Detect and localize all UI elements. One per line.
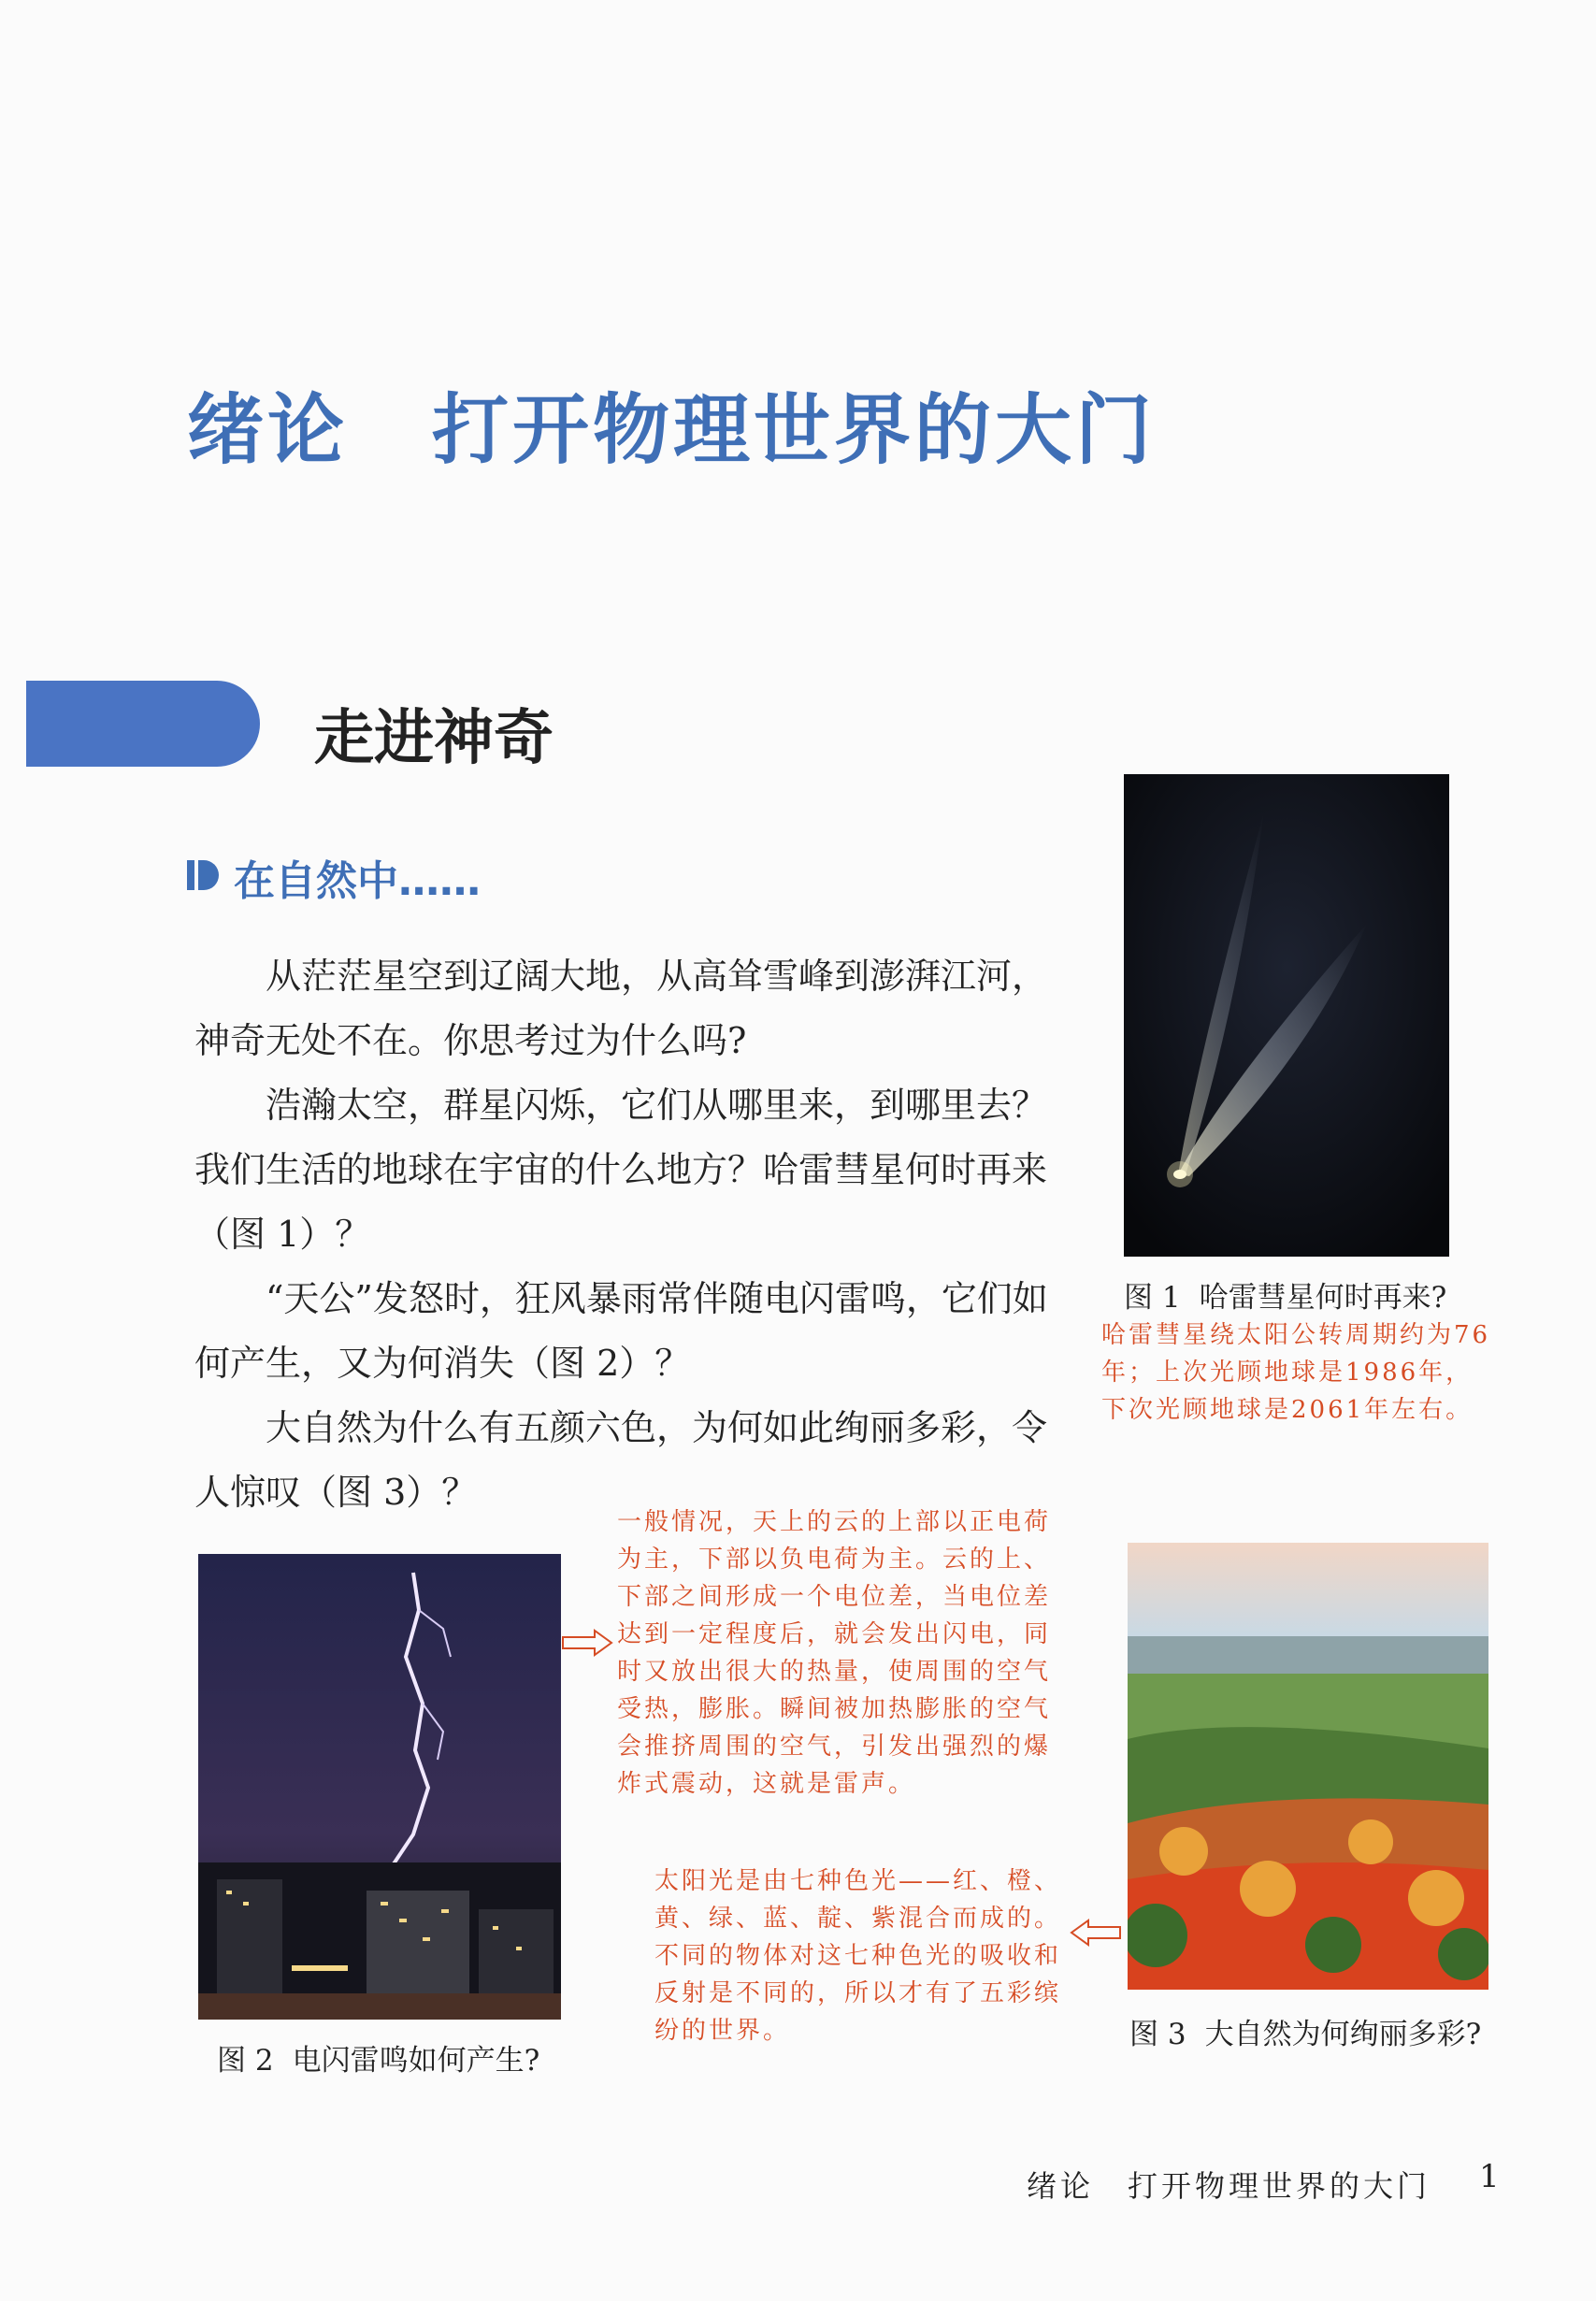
running-footer: 绪论 打开物理世界的大门 bbox=[1027, 2168, 1431, 2204]
figure-1-caption-text: 哈雷彗星何时再来? bbox=[1199, 1281, 1447, 1315]
arrow-right-icon bbox=[561, 1629, 613, 1657]
comet-illustration bbox=[1124, 774, 1449, 1257]
paragraph: “天公”发怒时，狂风暴雨常伴随电闪雷鸣，它们如何产生，又为何消失（图 2）？ bbox=[194, 1278, 1048, 1384]
paragraph: 大自然为什么有五颜六色，为何如此绚丽多彩，令人惊叹（图 3）？ bbox=[194, 1407, 1048, 1513]
figure-1-number: 图 1 bbox=[1124, 1281, 1181, 1315]
subsection-marker-icon bbox=[187, 858, 221, 892]
section-band bbox=[26, 681, 260, 767]
landscape-photo bbox=[1128, 1543, 1488, 1990]
section-title: 走进神奇 bbox=[314, 703, 554, 773]
comet-photo bbox=[1124, 774, 1449, 1257]
figure-2-caption-text: 电闪雷鸣如何产生? bbox=[292, 2044, 540, 2078]
figure-3-caption bbox=[1129, 2010, 1481, 2052]
lightning-photo bbox=[198, 1554, 561, 2020]
figure-1-note: 哈雷彗星绕太阳公转周期约为76年；上次光顾地球是1986年，下次光顾地球是2061年左右。 bbox=[1101, 1321, 1491, 1424]
landscape-illustration bbox=[1128, 1543, 1488, 1990]
figure-2-caption bbox=[217, 2036, 539, 2078]
figure-3-note: 太阳光是由七种色光——红、橙、黄、绿、蓝、靛、紫混合而成的。不同的物体对这七种色光的吸收和反射是不同的，所以才有了五彩缤纷的世界。 bbox=[654, 1867, 1062, 2045]
figure-3-caption-text: 大自然为何绚丽多彩? bbox=[1204, 2018, 1482, 2051]
arrow-left-icon bbox=[1070, 1919, 1122, 1947]
figure-3-number: 图 3 bbox=[1129, 2018, 1186, 2051]
chapter-label: 绪论 bbox=[187, 386, 349, 475]
figure-2-number: 图 2 bbox=[217, 2044, 274, 2078]
paragraph: 浩瀚太空，群星闪烁，它们从哪里来，到哪里去？我们生活的地球在宇宙的什么地方？哈雷彗星何时再来（图 1）？ bbox=[194, 1085, 1048, 1255]
lightning-illustration bbox=[198, 1554, 561, 2020]
figure-1-caption bbox=[1124, 1273, 1446, 1316]
chapter-title: 打开物理世界的大门 bbox=[432, 386, 1157, 475]
body-text bbox=[194, 944, 1055, 1525]
chapter-heading bbox=[187, 369, 1156, 479]
subsection-title: 在自然中…… bbox=[234, 857, 481, 905]
page-number: 1 bbox=[1479, 2158, 1500, 2195]
paragraph: 从茫茫星空到辽阔大地，从高耸雪峰到澎湃江河，神奇无处不在。你思考过为什么吗? bbox=[194, 956, 1048, 1061]
figure-2-note: 一般情况，天上的云的上部以正电荷为主，下部以负电荷为主。云的上、下部之间形成一个电位差，当电位差达到一定程度后，就会发出闪电，同时又放出很大的热量，使周围的空气受热，膨胀。瞬间被加热膨胀的空气会推挤周围的空气，引发出强烈的爆炸式震动，这就是雷声。 bbox=[617, 1508, 1052, 1798]
